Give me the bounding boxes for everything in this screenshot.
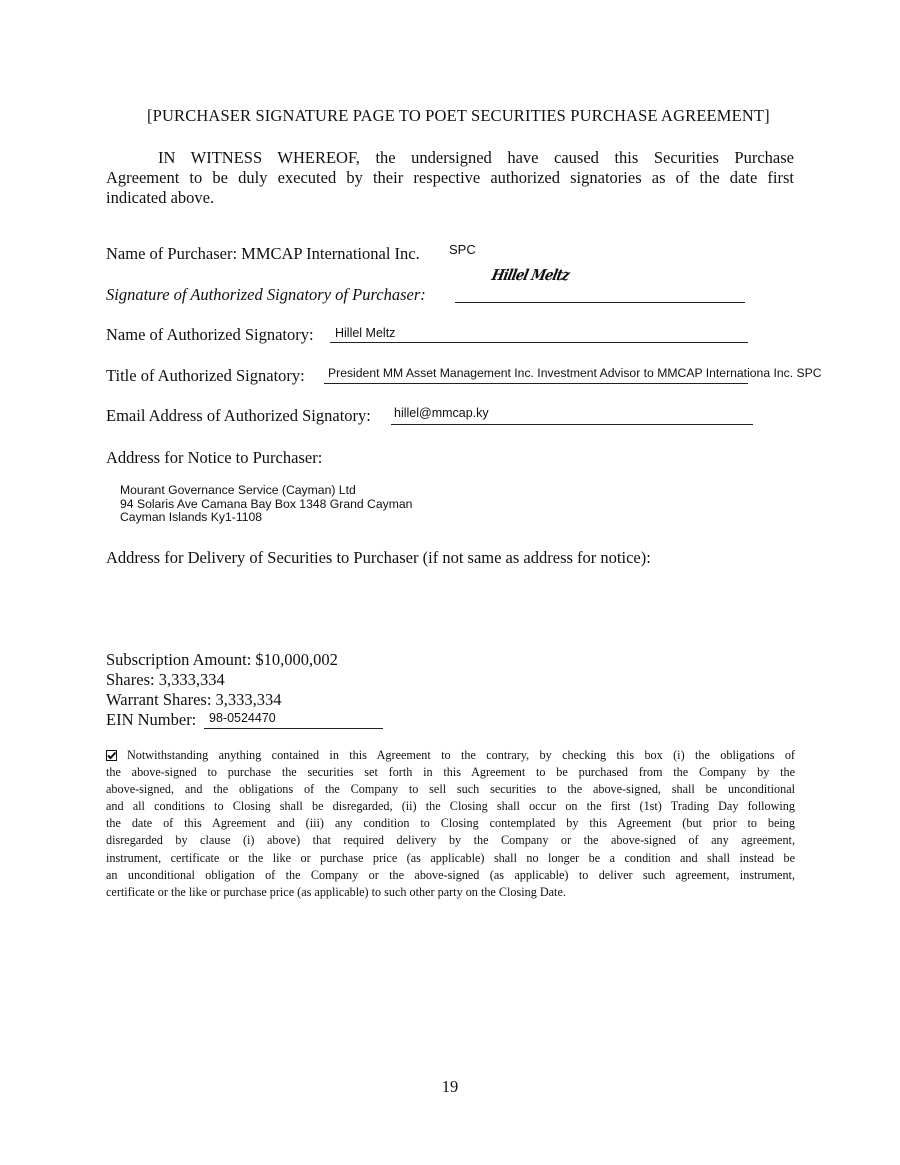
clause-line-1: Notwithstanding anything contained in this Agreement to the contrary, by checking this box (i) the obligations of: [127, 748, 795, 762]
clause-line-3: above-signed, and the obligations of the Company to sell such securities to the above-signed, shall be unconditional: [106, 782, 795, 797]
ein-value[interactable]: 98-0524470: [209, 711, 276, 725]
page-heading: [PURCHASER SIGNATURE PAGE TO POET SECURITIES PURCHASE AGREEMENT]: [147, 106, 770, 125]
notice-address-line-2: 94 Solaris Ave Camana Bay Box 1348 Grand Cayman: [120, 496, 413, 511]
ein-label: EIN Number:: [106, 710, 197, 729]
warrant-shares-count: Warrant Shares: 3,333,334: [106, 690, 282, 709]
clause-line-5: the date of this Agreement and (iii) any condition to Closing contemplated by this Agreement (but prior to being: [106, 816, 795, 831]
clause-line-8: an unconditional obligation of the Company or the above-signed (as applicable) to deliver such agreement, instrument,: [106, 867, 795, 882]
ein-line: [204, 728, 383, 729]
signature-label-colon: :: [420, 285, 426, 304]
witness-line-1: IN WITNESS WHEREOF, the undersigned have caused this Securities Purchase: [158, 148, 794, 167]
closing-clause: [106, 747, 795, 901]
signatory-name-label: Name of Authorized Signatory:: [106, 325, 314, 344]
signatory-title-value[interactable]: President MM Asset Management Inc. Investment Advisor to MMCAP Internationa Inc. SPC: [328, 366, 822, 380]
notice-address-line-3: Cayman Islands Ky1-1108: [120, 510, 263, 525]
signature-label: Signature of Authorized Signatory of Purchaser: [106, 285, 421, 304]
purchaser-name-row: [106, 244, 420, 264]
signatory-email-value[interactable]: hillel@mmcap.ky: [394, 406, 489, 420]
clause-line-2: the above-signed to purchase the securities set forth in this Agreement to be purchased from the Company by the: [106, 765, 795, 780]
clause-line-4: and all conditions to Closing shall be disregarded, (ii) the Closing shall occur on the first (1st) Trading Day following: [106, 799, 795, 814]
delivery-address-label: Address for Delivery of Securities to Purchaser (if not same as address for notice):: [106, 548, 651, 567]
purchaser-name-value: MMCAP International Inc.: [241, 244, 420, 263]
purchaser-name-label: Name of Purchaser:: [106, 244, 238, 263]
signatory-title-label: Title of Authorized Signatory:: [106, 366, 305, 385]
notice-address-block: [120, 484, 412, 525]
shares-count: Shares: 3,333,334: [106, 670, 225, 689]
signatory-email-line: [391, 424, 753, 425]
witness-line-2: Agreement to be duly executed by their respective authorized signatories as of the date first: [106, 168, 794, 187]
signatory-title-line: [324, 383, 748, 384]
clause-line-7: instrument, certificate or the like or purchase price (as applicable) shall no longer be a condition and shall instead be: [106, 850, 795, 865]
page-number: 19: [441, 1077, 459, 1096]
handwritten-signature: Hillel Meltz: [490, 266, 571, 284]
signature-line: [455, 302, 745, 303]
signatory-email-label: Email Address of Authorized Signatory:: [106, 406, 371, 425]
purchaser-name-suffix: SPC: [449, 242, 476, 257]
clause-line-9: certificate or the like or purchase price (as applicable) to such other party on the Closing Date.: [106, 884, 566, 899]
notice-address-label: Address for Notice to Purchaser:: [106, 448, 323, 467]
subscription-amount: Subscription Amount: $10,000,002: [106, 650, 338, 669]
signatory-name-line: [330, 342, 748, 343]
clause-line-6: disregarded by clause (i) above) that required delivery by the Company or the above-signed of any agreement,: [106, 833, 795, 848]
signatory-name-value[interactable]: Hillel Meltz: [335, 326, 396, 340]
notice-address-line-1: Mourant Governance Service (Cayman) Ltd: [120, 483, 356, 497]
witness-line-3: indicated above.: [106, 188, 215, 207]
signature-label-row: [106, 285, 426, 305]
